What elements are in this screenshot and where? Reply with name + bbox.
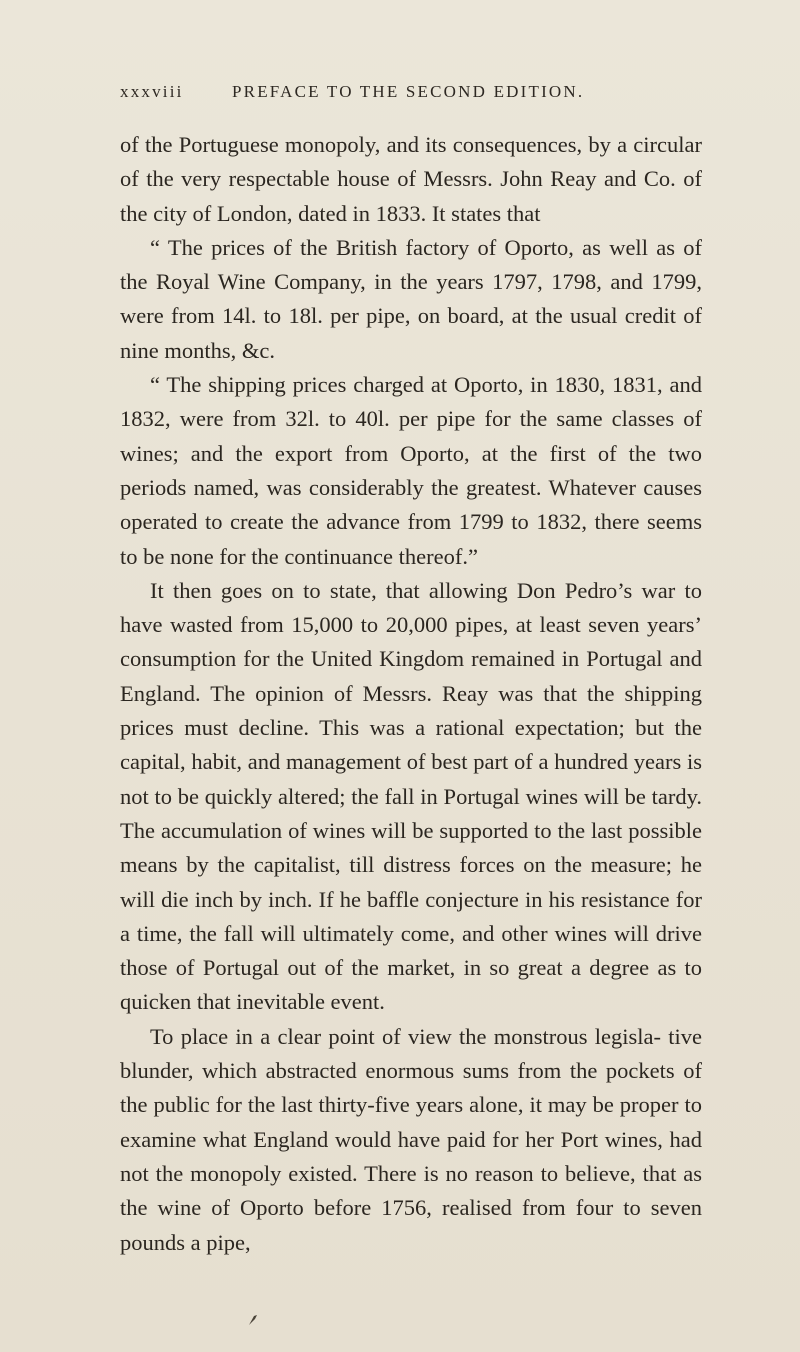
body-text [120,128,702,1260]
page-header [120,82,720,108]
running-title: PREFACE TO THE SECOND EDITION. [232,82,585,101]
page-number: xxxviii [120,82,184,101]
paragraph-don-pedro: It then goes on to state, that allowing Don Pedro’s war to have wasted from 15,000 to 20,000 pipes, at least seven years’ consumption for the United Kingdom remained in Portugal and England. The opinion of Messrs. Reay was that the shipping prices must decline. This was a rational expectation; but the capital, habit, and management of best part of a hundred years is not to be quickly altered; the fall in Portugal wines will be tardy. The accumulation of wines will be supported to the last possible means by the capitalist, till distress forces on the measure; he will die inch by inch. If he baffle conjecture in his resistance for a time, the fall will ultimately come, and other wines will drive those of Portugal out of the market, in so great a degree as to quicken that inevitable event. [120,577,702,1015]
paragraph-continuation: of the Portuguese monopoly, and its consequences, by a circular of the very respectable house of Messrs. John Reay and Co. of the city of London, dated in 1833. It states that [120,132,702,226]
ink-mark [248,1314,258,1326]
paragraph-quote-shipping: “ The shipping prices charged at Oporto, in 1830, 1831, and 1832, were from 32l. to 40l. per pipe for the same classes of wines; and the export from Oporto, at the first of the two periods named, was considerably the greatest. Whatever causes operated to create the advance from 1799 to 1832, there seems to be none for the continuance thereof.” [120,372,702,569]
paragraph-legislative-blunder: To place in a clear point of view the monstrous legisla- tive blunder, which abstracted enormous sums from the pockets of the public for the last thirty-five years alone, it may be proper to examine what England would have paid for her Port wines, had not the monopoly existed. There is no reason to believe, that as the wine of Oporto before 1756, realised from four to seven pounds a pipe, [120,1023,702,1255]
paragraph-quote-prices: “ The prices of the British factory of Oporto, as well as of the Royal Wine Company, in the years 1797, 1798, and 1799, were from 14l. to 18l. per pipe, on board, at the usual credit of nine months, &c. [120,234,702,363]
